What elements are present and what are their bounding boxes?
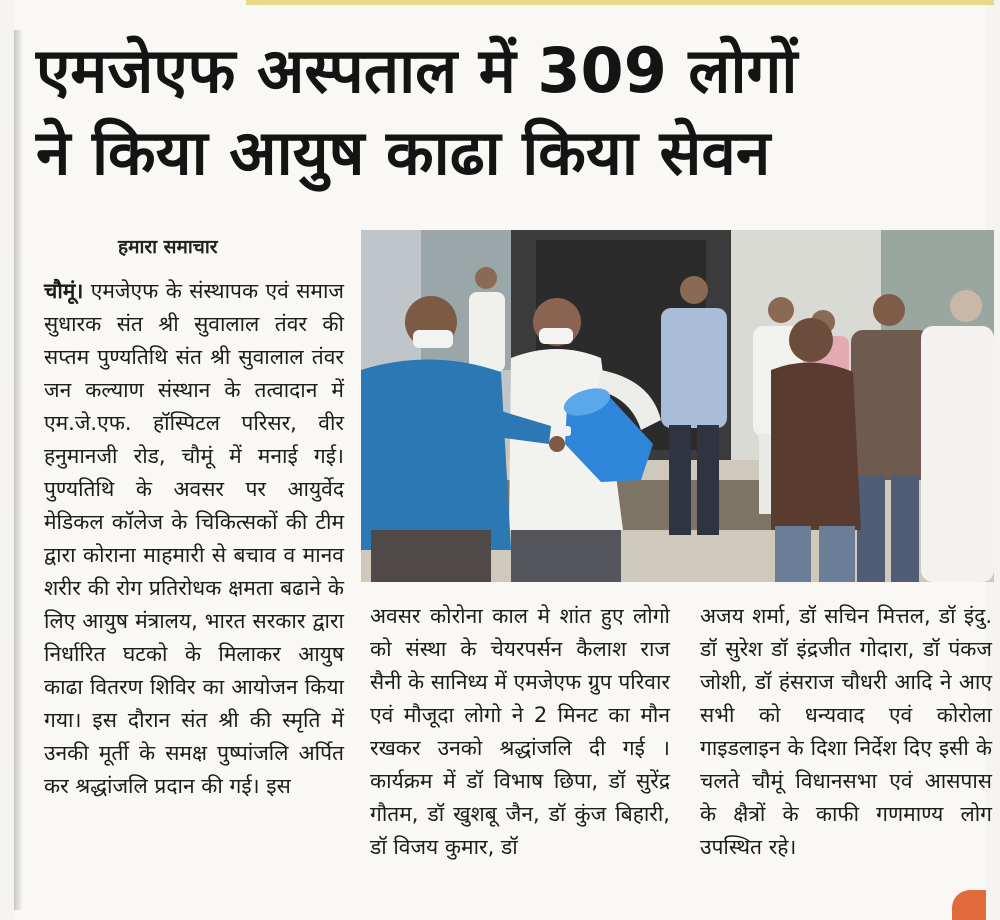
corner-accent <box>952 890 986 920</box>
byline: हमारा समाचार <box>118 236 218 258</box>
article-column-3: अजय शर्मा, डॉ सचिन मित्तल, डॉ इंदु. डॉ सुरेश डॉ इंद्रजीत गोदारा, डॉ पंकज जोशी, डॉ हंसराज चौधरी आदि ने आए सभी को धन्यवाद एवं कोरोला गाइडलाइन के दिशा निर्देश दिए इसी के चलते चौमूं विधानसभा एवं आसपास के क्षैत्रों के काफी गणमाण्य लोग उपस्थित रहे। <box>700 604 992 859</box>
news-photo <box>361 230 994 582</box>
top-color-rule <box>246 0 994 5</box>
page-fold-shadow <box>14 30 22 910</box>
dateline: चौमूं। <box>44 279 84 303</box>
article-column-1-text: एमजेएफ के संस्थापक एवं समाज सुधारक संत श्री सुवालाल तंवर की सप्तम पुण्यतिथि संत श्री सुवालाल तंवर जन कल्याण संस्थान के तत्वादान में एम.जे.एफ. हॉस्पिटल परिसर, वीर हनुमानजी रोड, चौमूं में मनाई गई। पुण्यतिथि के अवसर पर आयुर्वेद मेडिकल कॉलेज के चिकित्सकों की टीम द्वारा कोराना माहमारी से बचाव व मानव शरीर की रोग प्रतिरोधक क्षमता बढाने के लिए आयुष मंत्रालय, भारत सरकार द्वारा निर्धारित घटको के मिलाकर आयुष काढा वितरण शिविर का आयोजन किया गया। इस दौरान संत श्री की स्मृति में उनकी मूर्ती के समक्ष पुष्पांजलि अर्पित कर श्रद्धांजलि प्रदान की गई। इस <box>44 279 344 798</box>
newspaper-page <box>14 0 992 920</box>
headline-line-1: एमजेएफ अस्पताल में 309 लोगों <box>36 34 798 107</box>
headline-line-2: ने किया आयुष काढा किया सेवन <box>36 116 771 189</box>
photo-person-bg-4 <box>851 294 931 582</box>
article-column-2: अवसर कोरोना काल मे शांत हुए लोगो को संस्था के चेयरपर्सन कैलाश राज सैनी के सानिध्य में एमजेएफ ग्रुप परिवार एवं मौजूदा लोगो ने 2 मिनट का मौन रखकर उनको श्रद्धांजलि दी गई । कार्यक्रम में डॉ विभाष छिपा, डॉ सुरेंद्र गौतम, डॉ खुशबू जैन, डॉ कुंज बिहारी, डॉ विजय कुमार, डॉ <box>370 604 670 859</box>
photo-illustration <box>361 230 994 582</box>
article-column-1 <box>44 275 344 803</box>
headline <box>36 30 996 194</box>
photo-person-bg-5 <box>921 290 994 582</box>
